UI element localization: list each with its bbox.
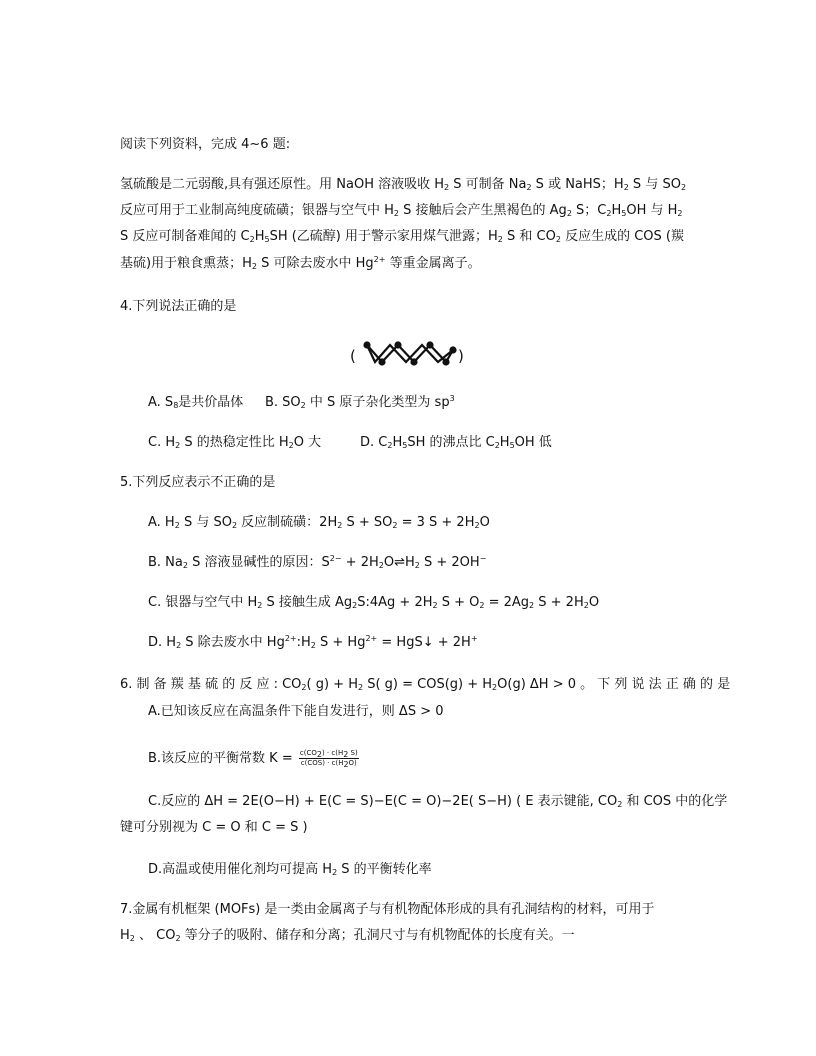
q5-option-a: A. $H_2$ S 与 $SO_2$ 反应制硫磺：$2H_2$ $S + SO_2 = 3$ $S + 2H_2O$ [148, 515, 490, 530]
q6-option-d: D.高温或使用催化剂均可提高 $H_2$ S 的平衡转化率 [148, 862, 432, 877]
svg-text:): ) [458, 347, 464, 365]
svg-text:(: ( [350, 347, 356, 365]
passage-line-4: 基硫)用于粮食熏蒸；$H_2$ S 可除去废水中 $Hg^{2+}$ 等重金属离子。 [120, 255, 481, 271]
q4-option-d: D. $C_2H_5SH$ 的沸点比 $C_2H_5OH$ 低 [360, 435, 552, 450]
passage-line-2: 反应可用于工业制高纯度硫磺；银器与空气中 $H_2$ S 接触后会产生黑褐色的 $Ag_2$ S；$C_2H_5OH$ 与 $H_2$ [120, 203, 683, 218]
q6-option-a: A.已知该反应在高温条件下能自发进行，则 ΔS > 0 [148, 704, 444, 719]
q5-option-c: C. 银器与空气中 $H_2$ S 接触生成 $Ag_2S:4Ag + 2H_2$ $S + O_2 = 2Ag_2$ $S + 2H_2O$ [148, 595, 600, 610]
q6-option-b: B.该反应的平衡常数 K = $\frac{c(CO_2) \cdot c(H_2 S)}{c(COS) \cdot c(H_2O)}$ [148, 749, 358, 769]
q6-option-c-line-1: C.反应的 ΔH = 2E(O−H) + E(C = S)−E(C = O)−2E( S−H) ( E 表示键能, $CO_2$ 和 COS 中的化学 [148, 794, 728, 809]
question-6-stem: 6. 制 备 羰 基 硫 的 反 应 : $CO_2$( $g) + H_2$ S( $g) = COS(g) + H_2O(g) \Delta H > 0$ 。 下 列 说 法 正 确 的 是 [120, 677, 731, 692]
question-7-line-2: $H_2$ 、 $CO_2$ 等分子的吸附、储存和分离；孔洞尺寸与有机物配体的长度有关。一 [120, 928, 575, 943]
q5-option-b: B. $Na_2$ S 溶液显碱性的原因：$S^{2-}$ + $2H_2O\rightleftharpoons H_2$ S + 2OH− [148, 554, 487, 570]
q4-option-b: B. $SO_2$ 中 S 原子杂化类型为 $sp^3$ [265, 394, 455, 410]
q4-option-a: A. $S_8$是共价晶体 [148, 395, 244, 410]
s8-crown-structure-figure [350, 338, 470, 374]
question-5-stem: 5.下列反应表示不正确的是 [120, 475, 276, 490]
question-7-line-1: 7.金属有机框架 (MOFs) 是一类由金属离子与有机物配体形成的具有孔洞结构的材料，可用于 [120, 902, 655, 917]
q5-option-d: D. $H_2$ S 除去废水中 $Hg^{2+}:H_2$ $S + Hg^{2+}$ = HgS↓ + 2H+ [148, 634, 478, 650]
passage-line-1: 氢硫酸是二元弱酸,具有强还原性。用 NaOH 溶液吸收 $H_2$ S 可制备 $Na_2$ S 或 NaHS；$H_2$ S 与 $SO_2$ [120, 177, 687, 192]
passage-line-3: S 反应可制备难闻的 $C_2H_5SH$ (乙硫醇) 用于警示家用煤气泄露；$H_2$ S 和 $CO_2$ 反应生成的 COS (羰 [120, 229, 684, 244]
question-4-stem: 4.下列说法正确的是 [120, 299, 237, 314]
q4-option-c: C. $H_2$ S 的热稳定性比 $H_2O$ 大 [148, 435, 322, 450]
q6-option-c-line-2: 键可分别视为 C = O 和 C = S ) [120, 820, 308, 835]
intro-line: 阅读下列资料，完成 4~6 题: [120, 137, 291, 152]
